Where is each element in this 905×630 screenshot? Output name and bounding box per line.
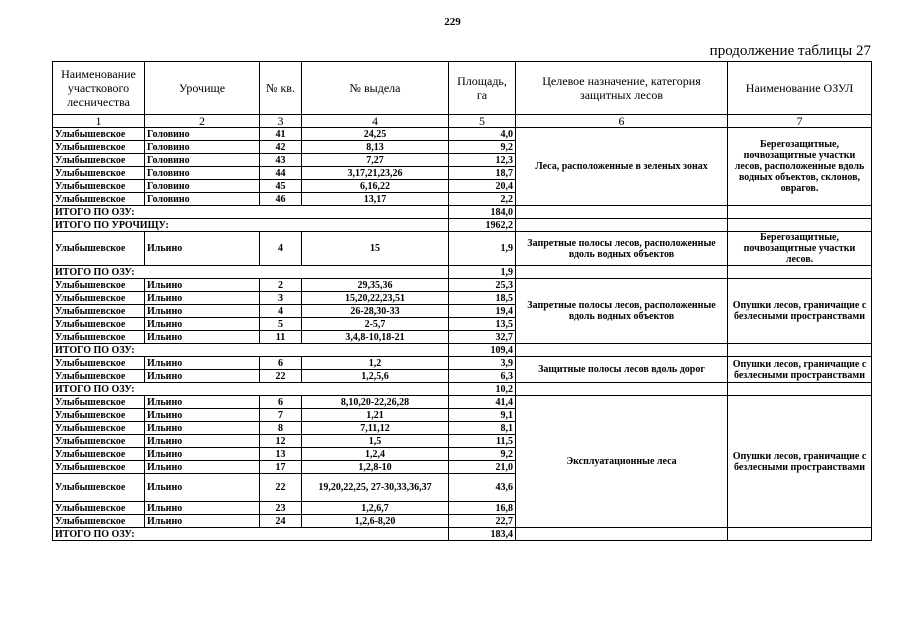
forestry-cell: Улыбышевское <box>53 461 145 474</box>
area-cell: 25,3 <box>449 279 516 292</box>
tract-cell: Ильино <box>145 331 260 344</box>
area-cell: 32,7 <box>449 331 516 344</box>
area-cell: 43,6 <box>449 474 516 502</box>
vydel-cell: 6,16,22 <box>302 180 449 193</box>
total-row <box>53 206 872 219</box>
purpose-cell: Леса, расположенные в зеленых зонах <box>516 128 728 206</box>
vydel-cell: 1,21 <box>302 409 449 422</box>
area-cell: 19,4 <box>449 305 516 318</box>
vydel-cell: 2-5,7 <box>302 318 449 331</box>
kv-cell: 13 <box>260 448 302 461</box>
total-value: 184,0 <box>449 206 516 219</box>
forestry-cell: Улыбышевское <box>53 396 145 409</box>
tract-cell: Ильино <box>145 396 260 409</box>
table-continuation-caption: продолжение таблицы 27 <box>709 43 871 59</box>
tract-cell: Ильино <box>145 232 260 266</box>
area-cell: 22,7 <box>449 515 516 528</box>
col-number: 7 <box>728 115 872 128</box>
tract-cell: Головино <box>145 167 260 180</box>
forestry-cell: Улыбышевское <box>53 292 145 305</box>
vydel-cell: 1,2,5,6 <box>302 370 449 383</box>
area-cell: 11,5 <box>449 435 516 448</box>
table-row <box>53 232 872 266</box>
tract-cell: Ильино <box>145 370 260 383</box>
total-value: 1,9 <box>449 266 516 279</box>
vydel-cell: 15 <box>302 232 449 266</box>
vydel-cell: 3,17,21,23,26 <box>302 167 449 180</box>
total-value: 109,4 <box>449 344 516 357</box>
forestry-cell: Улыбышевское <box>53 141 145 154</box>
vydel-cell: 15,20,22,23,51 <box>302 292 449 305</box>
vydel-cell: 8,13 <box>302 141 449 154</box>
empty-cell <box>728 528 872 541</box>
header-vydel: № выдела <box>302 62 449 115</box>
kv-cell: 3 <box>260 292 302 305</box>
forestry-cell: Улыбышевское <box>53 167 145 180</box>
forestry-cell: Улыбышевское <box>53 305 145 318</box>
tract-cell: Ильино <box>145 318 260 331</box>
empty-cell <box>516 219 728 232</box>
ozul-cell: Опушки лесов, граничащие с безлесными пространствами <box>728 357 872 383</box>
forestry-cell: Улыбышевское <box>53 448 145 461</box>
tract-cell: Ильино <box>145 502 260 515</box>
vydel-cell: 24,25 <box>302 128 449 141</box>
area-cell: 6,3 <box>449 370 516 383</box>
area-cell: 2,2 <box>449 193 516 206</box>
ozul-cell: Опушки лесов, граничащие с безлесными пространствами <box>728 396 872 528</box>
vydel-cell: 29,35,36 <box>302 279 449 292</box>
col-number: 5 <box>449 115 516 128</box>
forestry-cell: Улыбышевское <box>53 474 145 502</box>
total-row <box>53 266 872 279</box>
ozul-cell: Берегозащитные, почвозащитные участки лесов. <box>728 232 872 266</box>
tract-total-value: 1962,2 <box>449 219 516 232</box>
kv-cell: 22 <box>260 370 302 383</box>
header-tract: Урочище <box>145 62 260 115</box>
tract-cell: Ильино <box>145 448 260 461</box>
header-kv: № кв. <box>260 62 302 115</box>
empty-cell <box>516 528 728 541</box>
tract-cell: Головино <box>145 154 260 167</box>
forest-protection-table <box>52 61 872 541</box>
area-cell: 18,5 <box>449 292 516 305</box>
kv-cell: 41 <box>260 128 302 141</box>
total-value: 10,2 <box>449 383 516 396</box>
kv-cell: 4 <box>260 232 302 266</box>
total-row <box>53 383 872 396</box>
kv-cell: 2 <box>260 279 302 292</box>
col-number: 2 <box>145 115 260 128</box>
tract-cell: Ильино <box>145 422 260 435</box>
ozul-cell: Берегозащитные, почвозащитные участки лесов, расположенные вдоль водных объектов, склонов, оврагов. <box>728 128 872 206</box>
kv-cell: 23 <box>260 502 302 515</box>
vydel-cell: 19,20,22,25, 27-30,33,36,37 <box>302 474 449 502</box>
kv-cell: 4 <box>260 305 302 318</box>
forestry-cell: Улыбышевское <box>53 515 145 528</box>
purpose-cell: Запретные полосы лесов, расположенные вдоль водных объектов <box>516 232 728 266</box>
area-cell: 8,1 <box>449 422 516 435</box>
kv-cell: 42 <box>260 141 302 154</box>
empty-cell <box>728 344 872 357</box>
empty-cell <box>728 206 872 219</box>
kv-cell: 11 <box>260 331 302 344</box>
kv-cell: 6 <box>260 396 302 409</box>
vydel-cell: 7,11,12 <box>302 422 449 435</box>
tract-cell: Ильино <box>145 435 260 448</box>
forestry-cell: Улыбышевское <box>53 154 145 167</box>
kv-cell: 7 <box>260 409 302 422</box>
total-row <box>53 344 872 357</box>
total-label: ИТОГО ПО ОЗУ: <box>53 266 449 279</box>
col-number: 6 <box>516 115 728 128</box>
total-label: ИТОГО ПО ОЗУ: <box>53 528 449 541</box>
tract-cell: Ильино <box>145 357 260 370</box>
kv-cell: 8 <box>260 422 302 435</box>
total-label: ИТОГО ПО ОЗУ: <box>53 206 449 219</box>
forestry-cell: Улыбышевское <box>53 370 145 383</box>
area-cell: 9,2 <box>449 141 516 154</box>
vydel-cell: 8,10,20-22,26,28 <box>302 396 449 409</box>
tract-cell: Ильино <box>145 515 260 528</box>
total-value: 183,4 <box>449 528 516 541</box>
column-number-row <box>53 115 872 128</box>
header-forestry: Наименование участкового лесничества <box>53 62 145 115</box>
kv-cell: 12 <box>260 435 302 448</box>
total-label: ИТОГО ПО ОЗУ: <box>53 383 449 396</box>
forestry-cell: Улыбышевское <box>53 318 145 331</box>
tract-cell: Ильино <box>145 305 260 318</box>
table-row <box>53 128 872 141</box>
area-cell: 3,9 <box>449 357 516 370</box>
area-cell: 9,2 <box>449 448 516 461</box>
kv-cell: 6 <box>260 357 302 370</box>
empty-cell <box>516 206 728 219</box>
kv-cell: 43 <box>260 154 302 167</box>
tract-cell: Головино <box>145 128 260 141</box>
col-number: 4 <box>302 115 449 128</box>
empty-cell <box>728 266 872 279</box>
kv-cell: 17 <box>260 461 302 474</box>
header-purpose: Целевое назначение, категория защитных лесов <box>516 62 728 115</box>
col-number: 1 <box>53 115 145 128</box>
vydel-cell: 1,2,6,7 <box>302 502 449 515</box>
forestry-cell: Улыбышевское <box>53 232 145 266</box>
forestry-cell: Улыбышевское <box>53 409 145 422</box>
forestry-cell: Улыбышевское <box>53 128 145 141</box>
tract-cell: Ильино <box>145 292 260 305</box>
empty-cell <box>516 383 728 396</box>
tract-cell: Ильино <box>145 279 260 292</box>
kv-cell: 5 <box>260 318 302 331</box>
tract-cell: Ильино <box>145 461 260 474</box>
header-row <box>53 62 872 115</box>
purpose-cell: Запретные полосы лесов, расположенные вдоль водных объектов <box>516 279 728 344</box>
forestry-cell: Улыбышевское <box>53 331 145 344</box>
empty-cell <box>516 344 728 357</box>
tract-cell: Ильино <box>145 409 260 422</box>
purpose-cell: Защитные полосы лесов вдоль дорог <box>516 357 728 383</box>
vydel-cell: 7,27 <box>302 154 449 167</box>
vydel-cell: 1,2,4 <box>302 448 449 461</box>
table-row <box>53 396 872 409</box>
forestry-cell: Улыбышевское <box>53 279 145 292</box>
vydel-cell: 13,17 <box>302 193 449 206</box>
page-number: 229 <box>444 16 461 28</box>
area-cell: 20,4 <box>449 180 516 193</box>
header-area: Площадь, га <box>449 62 516 115</box>
table-row <box>53 357 872 370</box>
area-cell: 4,0 <box>449 128 516 141</box>
forestry-cell: Улыбышевское <box>53 422 145 435</box>
vydel-cell: 1,2 <box>302 357 449 370</box>
forestry-cell: Улыбышевское <box>53 180 145 193</box>
vydel-cell: 1,2,6-8,20 <box>302 515 449 528</box>
forestry-cell: Улыбышевское <box>53 435 145 448</box>
vydel-cell: 26-28,30-33 <box>302 305 449 318</box>
kv-cell: 22 <box>260 474 302 502</box>
forestry-cell: Улыбышевское <box>53 357 145 370</box>
tract-cell: Ильино <box>145 474 260 502</box>
area-cell: 41,4 <box>449 396 516 409</box>
area-cell: 16,8 <box>449 502 516 515</box>
vydel-cell: 1,2,8-10 <box>302 461 449 474</box>
kv-cell: 24 <box>260 515 302 528</box>
ozul-cell: Опушки лесов, граничащие с безлесными пространствами <box>728 279 872 344</box>
empty-cell <box>516 266 728 279</box>
area-cell: 18,7 <box>449 167 516 180</box>
empty-cell <box>728 383 872 396</box>
area-cell: 21,0 <box>449 461 516 474</box>
area-cell: 9,1 <box>449 409 516 422</box>
total-row <box>53 528 872 541</box>
area-cell: 1,9 <box>449 232 516 266</box>
kv-cell: 45 <box>260 180 302 193</box>
col-number: 3 <box>260 115 302 128</box>
empty-cell <box>728 219 872 232</box>
tract-total-row <box>53 219 872 232</box>
header-ozul: Наименование ОЗУЛ <box>728 62 872 115</box>
table-row <box>53 279 872 292</box>
area-cell: 13,5 <box>449 318 516 331</box>
purpose-cell: Эксплуатационные леса <box>516 396 728 528</box>
vydel-cell: 1,5 <box>302 435 449 448</box>
tract-total-label: ИТОГО ПО УРОЧИЩУ: <box>53 219 449 232</box>
tract-cell: Головино <box>145 141 260 154</box>
forestry-cell: Улыбышевское <box>53 193 145 206</box>
area-cell: 12,3 <box>449 154 516 167</box>
tract-cell: Головино <box>145 193 260 206</box>
kv-cell: 44 <box>260 167 302 180</box>
vydel-cell: 3,4,8-10,18-21 <box>302 331 449 344</box>
forestry-cell: Улыбышевское <box>53 502 145 515</box>
tract-cell: Головино <box>145 180 260 193</box>
total-label: ИТОГО ПО ОЗУ: <box>53 344 449 357</box>
kv-cell: 46 <box>260 193 302 206</box>
